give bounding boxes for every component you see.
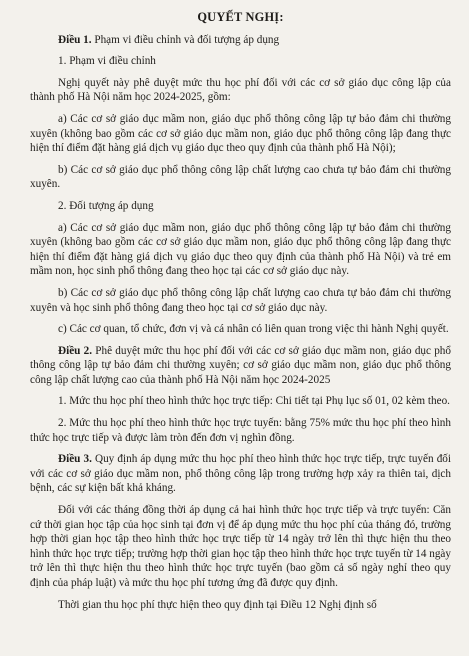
article-1-title: Phạm vi điều chỉnh và đối tượng áp dụng [91, 33, 280, 46]
article-2-paragraph [30, 344, 451, 388]
article-1-section-1-heading: 1. Phạm vi điều chỉnh [58, 55, 156, 68]
article-2-item-1: 1. Mức thu học phí theo hình thức học trực tiếp: Chi tiết tại Phụ lục số 01, 02 kèm theo. [58, 395, 450, 408]
article-3-paragraph [30, 452, 451, 496]
article-3-paragraph-2: Thời gian thu học phí thực hiện theo quy định tại Điều 12 Nghị định số [58, 598, 377, 611]
article-1-section-2-a: a) Các cơ sở giáo dục mầm non, giáo dục phổ thông công lập tự bảo đảm chi thường xuyên (không bao gồm các cơ sở giáo dục mầm non, giáo dục phổ thông công lập đang thực hiện thí điểm đặt hàng giá dịch vụ giáo dục theo quy định của thành phố Hà Nội) và trẻ em mầm non, học sinh phổ thông đang theo học tại các cơ sở giáo dục này. [30, 221, 451, 278]
article-1-section-2-heading: 2. Đối tượng áp dụng [58, 199, 154, 212]
article-1-section-2-b: b) Các cơ sở giáo dục phổ thông công lập chất lượng cao chưa tự bảo đảm chi thường xuyên và học sinh phổ thông đang theo học tại cơ sở giáo dục này. [30, 286, 451, 314]
article-1-heading [30, 33, 451, 48]
article-2-label: Điều 2. [58, 344, 93, 357]
document-title: QUYẾT NGHỊ: [197, 10, 284, 24]
article-2-item-2: 2. Mức thu học phí theo hình thức học trực tuyến: bằng 75% mức thu học phí theo hình thức học trực tiếp và được làm tròn đến đơn vị nghìn đồng. [30, 417, 451, 444]
article-1-section-2-c: c) Các cơ quan, tổ chức, đơn vị và cá nhân có liên quan trong việc thi hành Nghị quyết. [58, 323, 449, 336]
article-1-section-1-a: a) Các cơ sở giáo dục mầm non, giáo dục phổ thông công lập tự bảo đảm chi thường xuyên (không bao gồm các cơ sở giáo dục mầm non, giáo dục phổ thông công lập đang thực hiện thí điểm đặt hàng giá dịch vụ giáo dục theo quy định của thành phố Hà Nội); [30, 112, 451, 155]
article-3-text: Quy định áp dụng mức thu học phí theo hình thức học trực tiếp, trực tuyến đối với các cơ sở giáo dục mầm non, phổ thông công lập trong trường hợp xảy ra thiên tai, dịch bệnh, các sự kiện bất khả kháng. [30, 453, 451, 495]
article-3-paragraph-1: Đối với các tháng đồng thời áp dụng cả hai hình thức học trực tiếp và trực tuyến: Căn cứ thời gian học tập của học sinh tại đơn vị để áp dụng mức thu học phí của tháng đó, trường hợp thời gian học tập theo hình thức học trực tiếp từ 14 ngày trở lên thì thực hiện thu theo hình thức học trực tiếp; trường hợp thời gian học tập theo hình thức học trực tuyến từ 14 ngày trở lên thì thực hiện thu theo hình thức học trực tuyến (bao gồm cả số ngày nghỉ theo quy định của pháp luật) và mức thu học phí tương ứng đã được quy định. [30, 504, 451, 589]
article-1-section-1-b: b) Các cơ sở giáo dục phổ thông công lập chất lượng cao chưa tự bảo đảm chi thường xuyên. [30, 163, 451, 191]
article-2-text: Phê duyệt mức thu học phí đối với các cơ sở giáo dục mầm non, giáo dục phổ thông công lập tự bảo đảm chi thường xuyên; cơ sở giáo dục mầm non, giáo dục phổ thông công lập chất lượng cao của thành phố Hà Nội năm học 2024-2025 [30, 344, 451, 386]
article-3-label: Điều 3. [58, 453, 92, 466]
article-1-label: Điều 1. [58, 33, 92, 46]
article-1-section-1-intro: Nghị quyết này phê duyệt mức thu học phí đối với các cơ sở giáo dục công lập của thành phố Hà Nội năm học 2024-2025, gồm: [30, 76, 451, 104]
